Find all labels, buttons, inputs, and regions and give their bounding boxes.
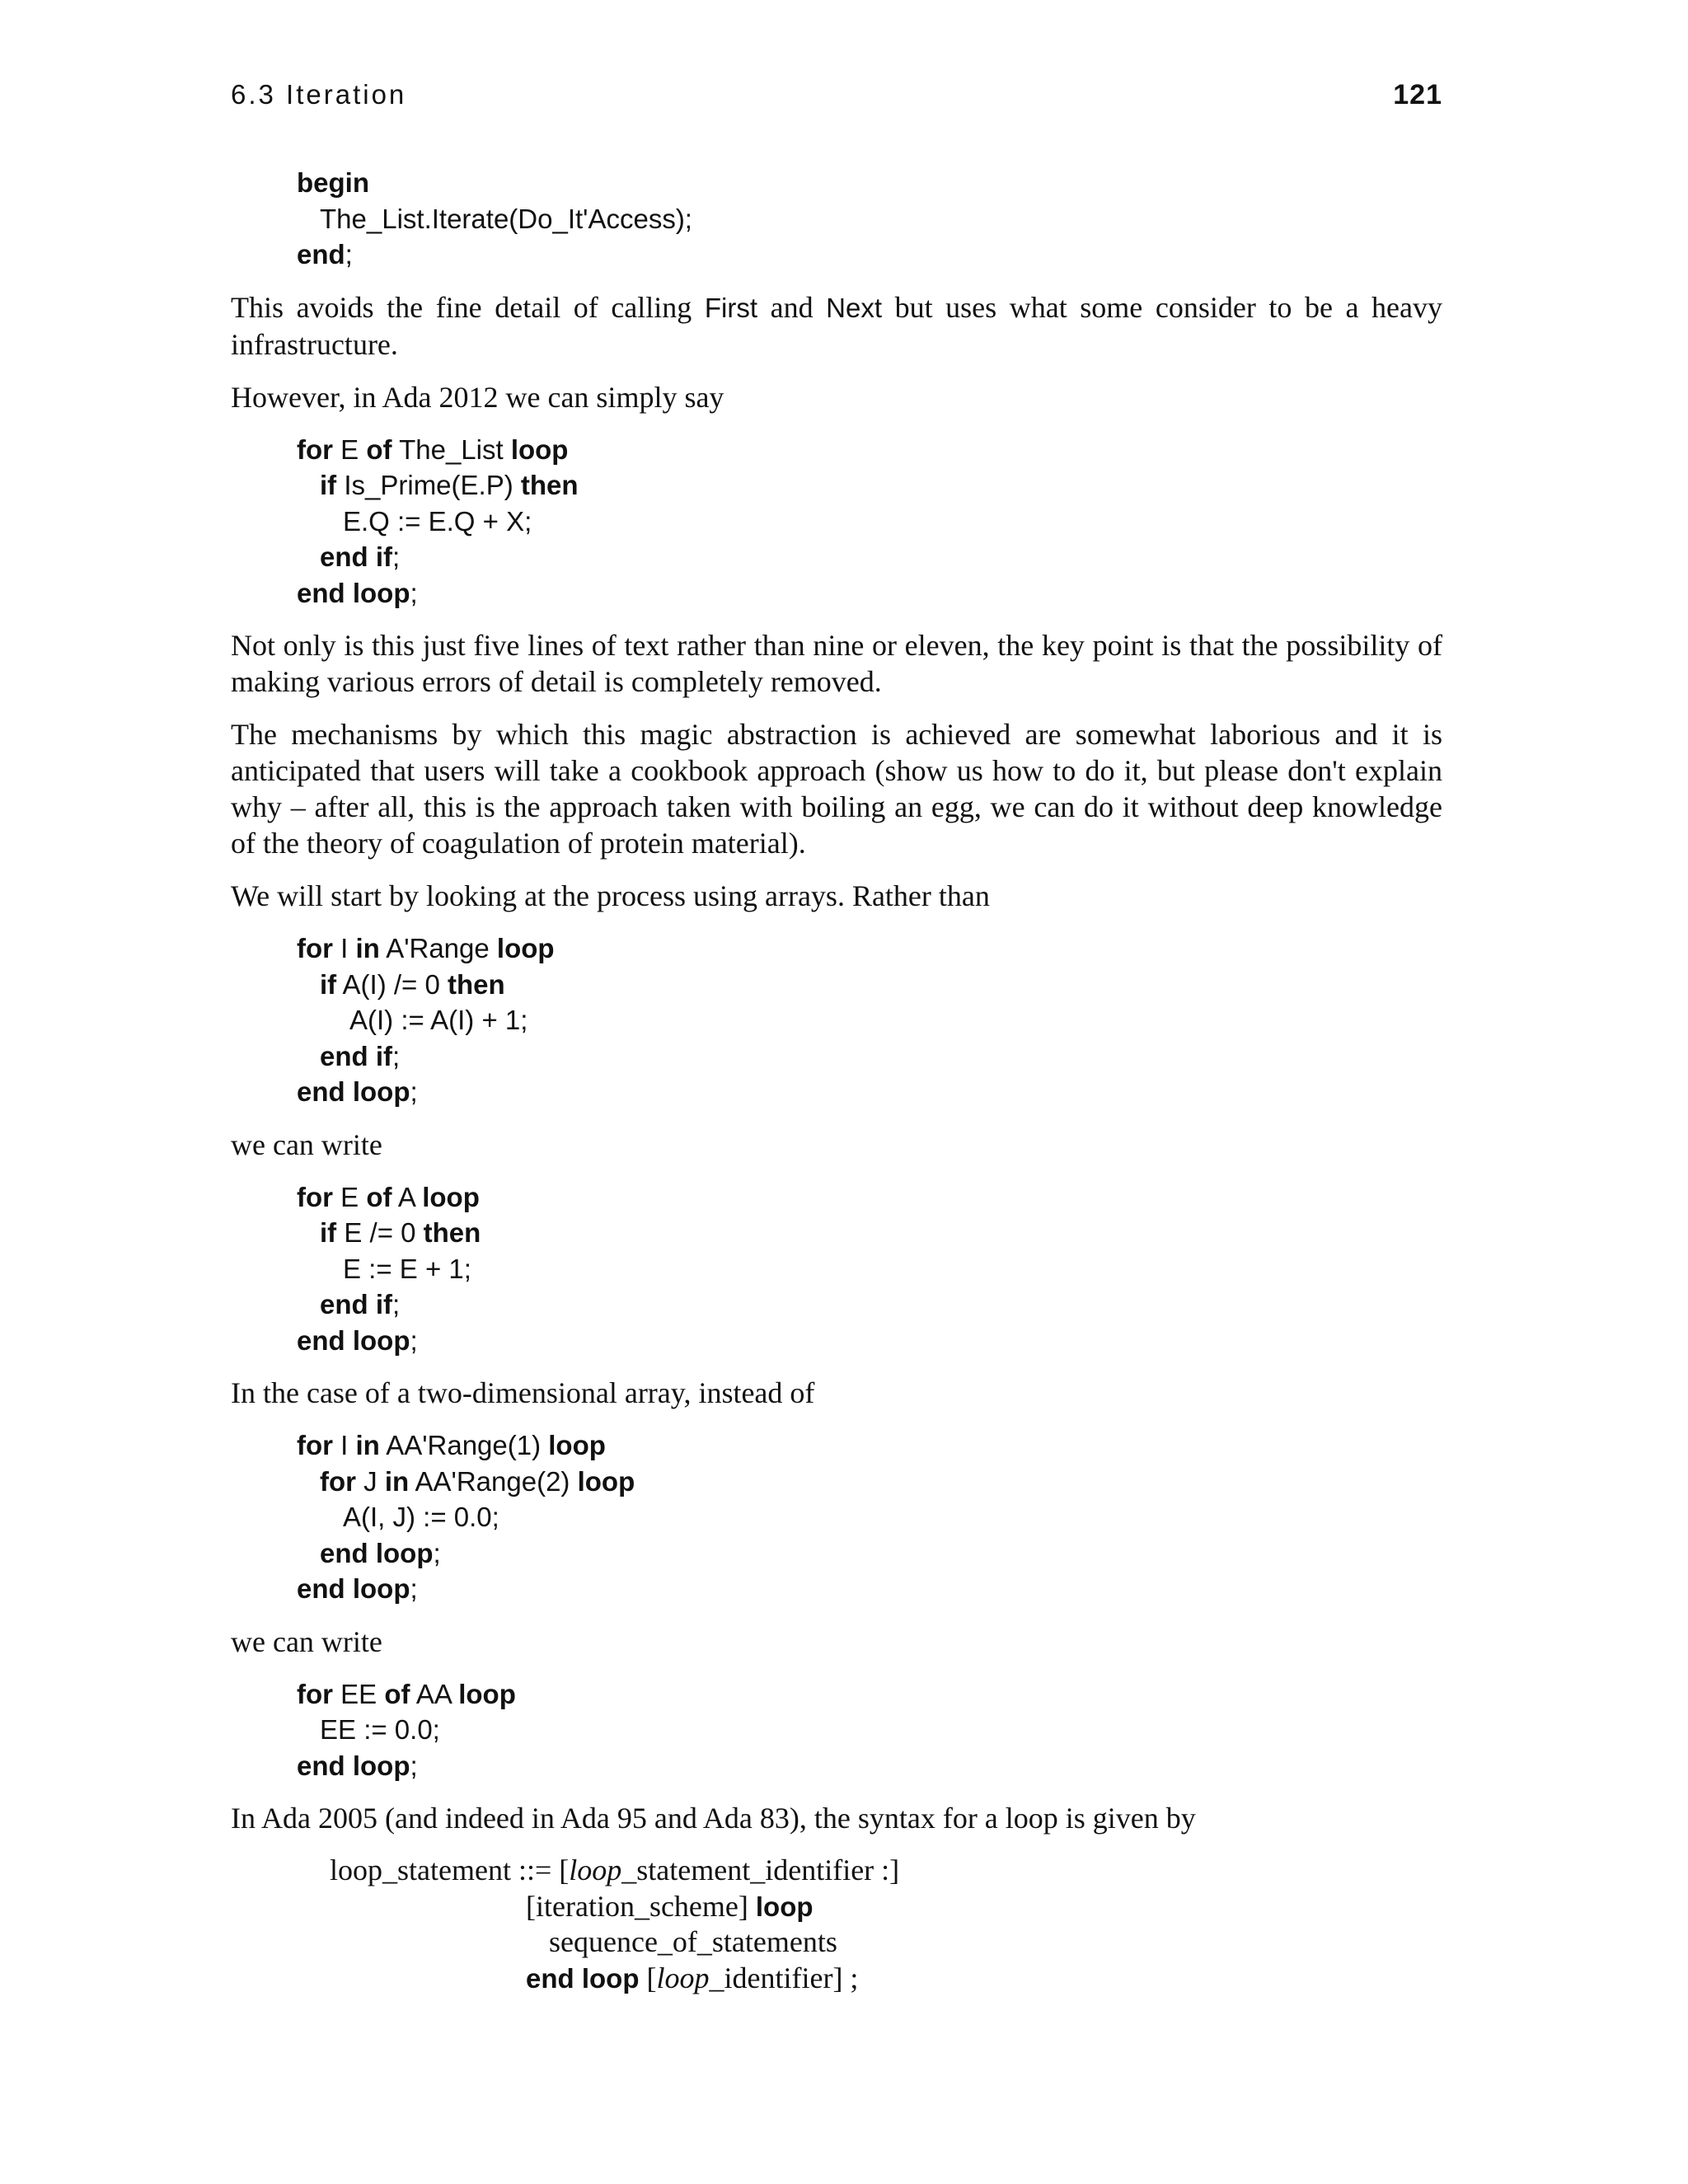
page-body xyxy=(231,165,1442,1996)
paragraph-we-can-write-2: we can write xyxy=(231,1624,382,1658)
syntax-loop-statement: loop_statement ::= [loop_statement_identifier :] [iteration_scheme] loop sequence_of_statements end loop [loop_identifier] ; xyxy=(330,1854,900,1994)
paragraph-five-lines: Not only is this just five lines of text rather than nine or eleven, the key point is that the possibility of making various errors of detail is completely removed. xyxy=(231,629,1442,698)
paragraph-arrays: We will start by looking at the process using arrays. Rather than xyxy=(231,879,990,912)
paragraph-mechanisms: The mechanisms by which this magic abstraction is achieved are somewhat laborious and it is anticipated that users will take a cookbook approach (show us how to do it, but please don't explain why – after all, this is the approach taken with boiling an egg, we can do it without deep knowledge of the theory of coagulation of protein material). xyxy=(231,718,1442,860)
code-block-iterate: begin The_List.Iterate(Do_It'Access); end; xyxy=(297,167,692,269)
code-block-nested-loops: for I in AA'Range(1) loop for J in AA'Range(2) loop A(I, J) := 0.0; end loop; end loop; xyxy=(297,1430,635,1604)
paragraph-two-dimensional: In the case of a two-dimensional array, instead of xyxy=(231,1376,815,1409)
paragraph-we-can-write-1: we can write xyxy=(231,1127,382,1161)
page-number: 121 xyxy=(1393,79,1442,110)
paragraph-heavy-infrastructure: This avoids the fine detail of calling First and Next but uses what some consider to be a heavy infrastructure. xyxy=(231,290,1443,361)
paragraph-ada2005-syntax: In Ada 2005 (and indeed in Ada 95 and Ada 83), the syntax for a loop is given by xyxy=(231,1802,1196,1835)
code-block-for-of-list: for E of The_List loop if Is_Prime(E.P) then E.Q := E.Q + X; end if; end loop; xyxy=(297,434,579,608)
paragraph-ada2012: However, in Ada 2012 we can simply say xyxy=(231,380,724,414)
code-block-for-of-array: for E of A loop if E /= 0 then E := E + 1; end if; end loop; xyxy=(297,1181,481,1356)
code-block-for-in-range: for I in A'Range loop if A(I) /= 0 then A(I) := A(I) + 1; end if; end loop; xyxy=(297,933,555,1107)
code-block-for-of-2d: for EE of AA loop EE := 0.0; end loop; xyxy=(297,1678,516,1781)
running-header-section: 6.3 Iteration xyxy=(231,79,407,110)
